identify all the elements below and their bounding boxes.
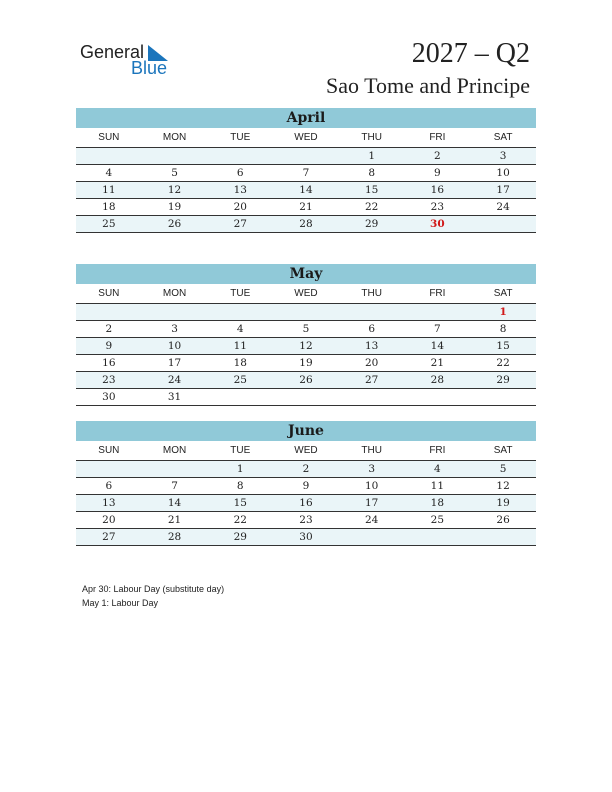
day-cell: 7 — [405, 321, 471, 338]
weekday-label: TUE — [207, 284, 273, 304]
day-cell: 2 — [273, 461, 339, 478]
day-cell: 12 — [273, 338, 339, 355]
day-cell: 19 — [273, 355, 339, 372]
day-cell: 9 — [273, 478, 339, 495]
day-cell: 21 — [405, 355, 471, 372]
weekday-label: THU — [339, 128, 405, 148]
day-cell: 4 — [76, 165, 142, 182]
day-cell: 13 — [339, 338, 405, 355]
day-cell: 23 — [273, 512, 339, 529]
week-row — [76, 512, 536, 529]
day-cell: 22 — [339, 199, 405, 216]
month-calendar-grid — [76, 441, 536, 546]
week-row — [76, 165, 536, 182]
day-cell: 18 — [405, 495, 471, 512]
week-row — [76, 216, 536, 233]
day-cell: 4 — [207, 321, 273, 338]
day-cell: 17 — [142, 355, 208, 372]
day-cell: 25 — [76, 216, 142, 233]
day-cell: 28 — [405, 372, 471, 389]
day-cell: 12 — [142, 182, 208, 199]
day-cell — [76, 304, 142, 321]
month-name-header: June — [76, 421, 536, 441]
week-row — [76, 355, 536, 372]
logo-word-general: General — [80, 42, 145, 62]
week-row — [76, 338, 536, 355]
month-name-header: May — [76, 264, 536, 284]
day-cell: 5 — [470, 461, 536, 478]
weekday-label: MON — [142, 284, 208, 304]
day-cell: 11 — [405, 478, 471, 495]
weekday-label: FRI — [405, 128, 471, 148]
day-cell: 17 — [339, 495, 405, 512]
day-cell: 6 — [339, 321, 405, 338]
week-row — [76, 478, 536, 495]
day-cell — [470, 216, 536, 233]
day-cell: 15 — [470, 338, 536, 355]
holiday-notes — [82, 582, 224, 610]
day-cell: 5 — [273, 321, 339, 338]
day-cell: 5 — [142, 165, 208, 182]
day-cell: 10 — [470, 165, 536, 182]
month-calendar-grid — [76, 128, 536, 233]
day-cell: 15 — [339, 182, 405, 199]
day-cell: 15 — [207, 495, 273, 512]
day-cell — [142, 304, 208, 321]
day-cell: 6 — [76, 478, 142, 495]
day-cell: 7 — [273, 165, 339, 182]
day-cell: 24 — [142, 372, 208, 389]
day-cell: 13 — [76, 495, 142, 512]
day-cell: 4 — [405, 461, 471, 478]
day-cell: 26 — [142, 216, 208, 233]
weekday-label: SUN — [76, 128, 142, 148]
day-cell: 27 — [207, 216, 273, 233]
month-block — [76, 108, 536, 233]
day-cell: 14 — [142, 495, 208, 512]
day-cell: 22 — [207, 512, 273, 529]
weekday-label: WED — [273, 441, 339, 461]
day-cell — [405, 304, 471, 321]
month-block — [76, 421, 536, 546]
week-row — [76, 372, 536, 389]
day-cell: 27 — [339, 372, 405, 389]
weekday-label: TUE — [207, 441, 273, 461]
day-cell: 23 — [76, 372, 142, 389]
day-cell: 29 — [339, 216, 405, 233]
day-cell: 20 — [339, 355, 405, 372]
generalblue-logo — [80, 40, 190, 80]
page-title-year-quarter: 2027 – Q2 — [411, 38, 530, 69]
day-cell: 11 — [76, 182, 142, 199]
day-cell — [339, 389, 405, 406]
day-cell: 3 — [339, 461, 405, 478]
week-row — [76, 321, 536, 338]
day-cell: 2 — [405, 148, 471, 165]
day-cell: 3 — [470, 148, 536, 165]
day-cell: 9 — [76, 338, 142, 355]
weekday-label: MON — [142, 441, 208, 461]
day-cell: 2 — [76, 321, 142, 338]
day-cell: 26 — [273, 372, 339, 389]
day-cell: 18 — [76, 199, 142, 216]
day-cell — [76, 461, 142, 478]
day-cell: 19 — [470, 495, 536, 512]
weekday-label: MON — [142, 128, 208, 148]
day-cell: 6 — [207, 165, 273, 182]
weekday-label: WED — [273, 128, 339, 148]
month-block — [76, 264, 536, 406]
day-cell: 16 — [273, 495, 339, 512]
weekday-label: SAT — [470, 441, 536, 461]
day-cell: 1 — [339, 148, 405, 165]
day-cell: 20 — [207, 199, 273, 216]
day-cell: 30 — [76, 389, 142, 406]
week-row — [76, 182, 536, 199]
day-cell: 24 — [470, 199, 536, 216]
day-cell — [207, 304, 273, 321]
month-name-header: April — [76, 108, 536, 128]
day-cell: 9 — [405, 165, 471, 182]
day-cell: 27 — [76, 529, 142, 546]
page-title-country: Sao Tome and Principe — [326, 73, 530, 98]
day-cell: 1 — [207, 461, 273, 478]
day-cell: 11 — [207, 338, 273, 355]
day-cell: 31 — [142, 389, 208, 406]
day-cell: 30 — [273, 529, 339, 546]
weekday-label: TUE — [207, 128, 273, 148]
day-cell: 18 — [207, 355, 273, 372]
day-cell — [142, 461, 208, 478]
week-row — [76, 148, 536, 165]
weekday-label: SAT — [470, 128, 536, 148]
day-cell: 28 — [273, 216, 339, 233]
day-cell — [339, 529, 405, 546]
day-cell: 17 — [470, 182, 536, 199]
day-cell: 16 — [76, 355, 142, 372]
month-calendar-grid — [76, 284, 536, 406]
holiday-note: Apr 30: Labour Day (substitute day) — [82, 584, 225, 594]
day-cell: 28 — [142, 529, 208, 546]
day-cell: 21 — [142, 512, 208, 529]
day-cell: 14 — [273, 182, 339, 199]
week-row — [76, 461, 536, 478]
day-cell — [142, 148, 208, 165]
day-cell: 3 — [142, 321, 208, 338]
weekday-label: THU — [339, 441, 405, 461]
day-cell — [207, 389, 273, 406]
day-cell — [273, 304, 339, 321]
day-cell: 13 — [207, 182, 273, 199]
day-cell — [405, 529, 471, 546]
logo-word-blue: Blue — [131, 58, 168, 78]
week-row — [76, 389, 536, 406]
day-cell: 25 — [207, 372, 273, 389]
day-cell: 26 — [470, 512, 536, 529]
day-cell — [207, 148, 273, 165]
day-cell: 16 — [405, 182, 471, 199]
weekday-label: WED — [273, 284, 339, 304]
holiday-day-cell: 1 — [470, 304, 536, 321]
day-cell: 20 — [76, 512, 142, 529]
holiday-note: May 1: Labour Day — [82, 598, 159, 608]
day-cell: 8 — [207, 478, 273, 495]
day-cell: 24 — [339, 512, 405, 529]
day-cell: 25 — [405, 512, 471, 529]
day-cell: 29 — [470, 372, 536, 389]
day-cell — [470, 529, 536, 546]
day-cell: 14 — [405, 338, 471, 355]
day-cell: 23 — [405, 199, 471, 216]
holiday-day-cell: 30 — [405, 216, 471, 233]
day-cell: 8 — [470, 321, 536, 338]
day-cell — [470, 389, 536, 406]
day-cell — [273, 389, 339, 406]
day-cell: 29 — [207, 529, 273, 546]
day-cell: 10 — [142, 338, 208, 355]
weekday-label: THU — [339, 284, 405, 304]
weekday-label: SUN — [76, 284, 142, 304]
day-cell: 22 — [470, 355, 536, 372]
weekday-label: SUN — [76, 441, 142, 461]
day-cell — [405, 389, 471, 406]
week-row — [76, 495, 536, 512]
weekday-label: FRI — [405, 441, 471, 461]
day-cell — [339, 304, 405, 321]
day-cell: 8 — [339, 165, 405, 182]
day-cell: 19 — [142, 199, 208, 216]
week-row — [76, 529, 536, 546]
week-row — [76, 199, 536, 216]
weekday-label: SAT — [470, 284, 536, 304]
day-cell: 7 — [142, 478, 208, 495]
day-cell: 12 — [470, 478, 536, 495]
day-cell — [273, 148, 339, 165]
weekday-label: FRI — [405, 284, 471, 304]
day-cell: 10 — [339, 478, 405, 495]
day-cell — [76, 148, 142, 165]
day-cell: 21 — [273, 199, 339, 216]
week-row — [76, 304, 536, 321]
